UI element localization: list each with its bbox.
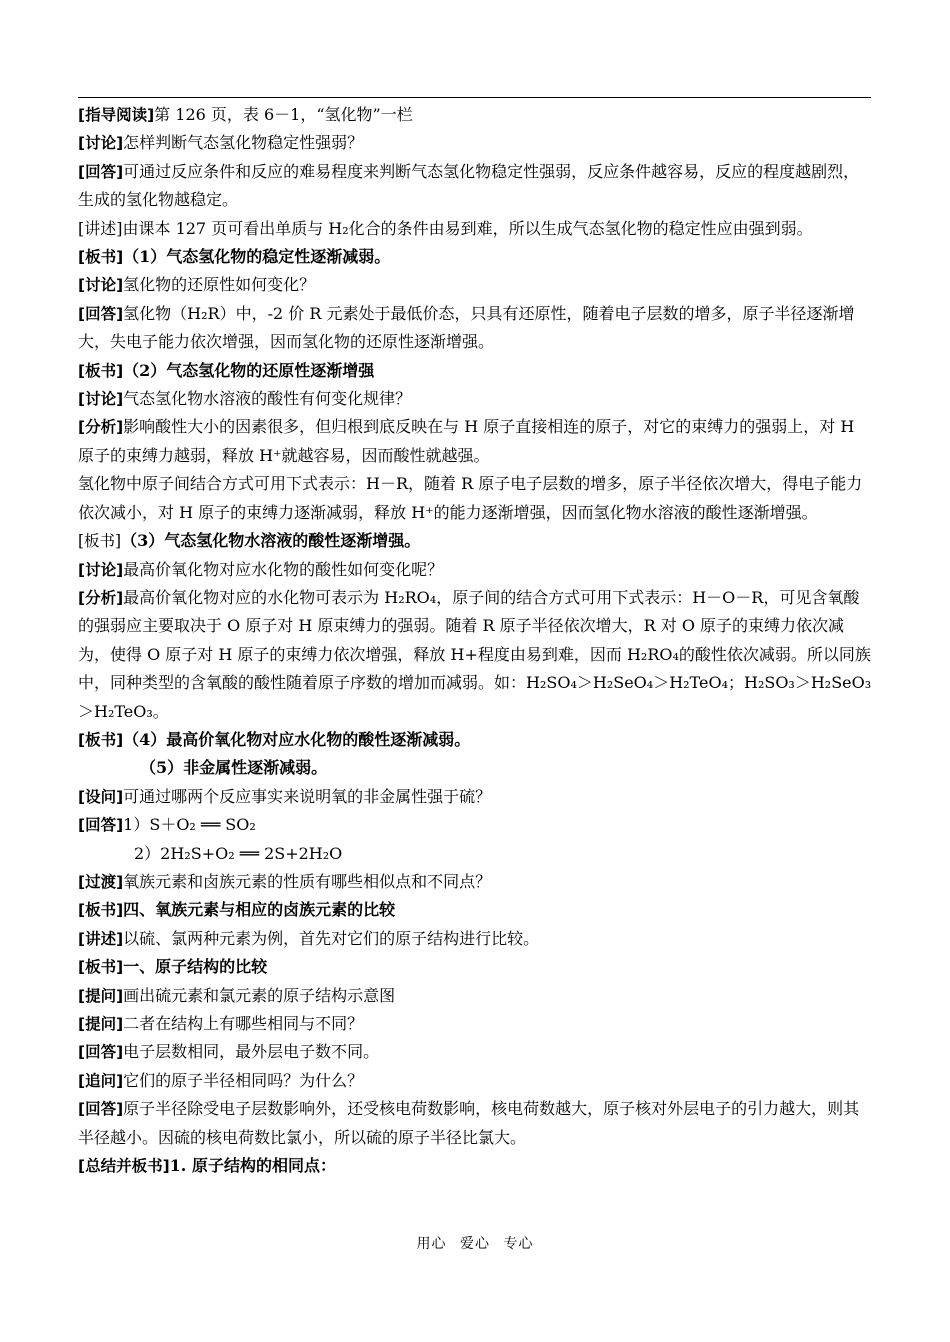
paragraph (78, 385, 873, 413)
paragraph (78, 243, 873, 271)
section-tag: [板书] (78, 248, 124, 267)
paragraph (78, 129, 873, 157)
paragraph (78, 982, 873, 1010)
footer-word: 专心 (503, 1236, 534, 1252)
paragraph-text: 1. 原子结构的相同点： (169, 1156, 336, 1176)
paragraph-text: 四、氧族元素与相应的卤族元素的比较 (123, 900, 396, 920)
paragraph-text: 最高价氧化物对应水化物的酸性如何变化呢？ (123, 559, 444, 579)
section-tag: [提问] (78, 986, 124, 1005)
section-tag: [板书] (78, 532, 122, 551)
paragraph (78, 584, 873, 726)
section-tag: [回答] (78, 1100, 124, 1119)
paragraph (78, 868, 873, 896)
document-body (78, 101, 873, 1180)
section-tag: [板书] (78, 958, 124, 977)
section-tag: [总结并板书] (78, 1157, 170, 1176)
paragraph (78, 925, 873, 953)
section-tag: [提问] (78, 1015, 124, 1033)
section-tag: [板书] (78, 730, 124, 749)
paragraph-text: 二者在结构上有哪些相同与不同？ (123, 1014, 364, 1033)
footer-word: 用心 (416, 1236, 447, 1252)
paragraph-text: 氢化物的还原性如何变化？ (123, 275, 316, 295)
section-tag: [分析] (78, 588, 124, 607)
paragraph (78, 1152, 873, 1180)
paragraph (78, 300, 873, 357)
section-tag: [讨论] (78, 560, 124, 579)
paragraph-text: 可通过反应条件和反应的难易程度来判断气态氢化物稳定性强弱，反应条件越容易，反应的程度越剧烈，生成的氢化物越稳定。 (78, 161, 860, 210)
paragraph-text: （2）气态氢化物的还原性逐渐增强 (123, 360, 375, 380)
section-tag: [讨论] (78, 134, 124, 153)
section-tag: [讲述] (78, 929, 124, 948)
section-tag: [设问] (78, 787, 124, 806)
section-tag: [讨论] (78, 276, 124, 295)
paragraph (78, 1095, 873, 1152)
paragraph-text: （3）气态氢化物水溶液的酸性逐渐增强。 (121, 531, 421, 551)
section-tag: [回答] (78, 162, 124, 181)
paragraph-text: 电子层数相同，最外层电子数不同。 (123, 1042, 380, 1062)
paragraph (78, 101, 873, 129)
page-footer (0, 1233, 950, 1253)
paragraph (78, 357, 873, 385)
paragraph-text: （5）非金属性逐渐减弱。 (140, 758, 328, 778)
paragraph (78, 1010, 873, 1038)
section-tag: [回答] (78, 304, 124, 323)
paragraph (78, 215, 873, 243)
header-rule (78, 97, 871, 98)
paragraph (78, 811, 873, 839)
section-tag: [回答] (78, 816, 124, 835)
paragraph (78, 158, 873, 215)
section-tag: [板书] (78, 901, 124, 920)
paragraph (78, 840, 873, 868)
footer-word: 爱心 (460, 1236, 490, 1252)
paragraph-text: 以硫、氯两种元素为例，首先对它们的原子结构进行比较。 (123, 928, 540, 948)
paragraph-text: 原子半径除受电子层数影响外，还受核电荷数影响，核电荷数越大，原子核对外层电子的引力越大，则其半径越小。因硫的核电荷数比氯小，所以硫的原子半径比氯大。 (78, 1099, 860, 1147)
paragraph-text: 氢化物中原子间结合方式可用下式表示：H－R，随着 R 原子电子层数的增多，原子半径依次增大，得电子能力依次减小，对 H 原子的束缚力逐渐减弱，释放 H⁺的能力逐渐增强，因而氢化物水溶液的酸性逐渐增强。 (78, 474, 863, 522)
paragraph-text: （1）气态氢化物的稳定性逐渐减弱。 (123, 247, 391, 267)
paragraph (78, 726, 873, 754)
section-tag: [回答] (78, 1043, 124, 1062)
paragraph-text: 一、原子结构的比较 (123, 957, 268, 977)
paragraph (78, 413, 873, 470)
paragraph (78, 527, 873, 555)
paragraph-text: 它们的原子半径相同吗？为什么？ (123, 1070, 364, 1090)
paragraph-text: 氧族元素和卤族元素的性质有哪些相似点和不同点？ (123, 871, 492, 891)
paragraph (78, 1067, 873, 1095)
paragraph-text: 最高价氧化物对应的水化物可表示为 H₂RO₄，原子间的结合方式可用下式表示：H－O－R，可见含氧酸的强弱应主要取决于 O 原子对 H 原束缚力的强弱。随着 R 原子半径依次增大，R 对 O 原子的束缚力依次减为，使得 O 原子对 H 原子的束缚力依次增强，释放 H+程度由易到难，因而 H₂RO₄的酸性依次减弱。所以同族中，同种类型的含氧酸的酸性随着原子序数的增加而减弱。如：H₂SO₄＞H₂SeO₄＞H₂TeO₄；H₂SO₃＞H₂SeO₃＞H₂TeO₃。 (78, 587, 872, 721)
paragraph (78, 470, 873, 527)
section-tag: [分析] (78, 418, 124, 437)
paragraph (78, 1038, 873, 1066)
paragraph (78, 271, 873, 299)
paragraph-text: 可通过哪两个反应事实来说明氧的非金属性强于硫？ (123, 786, 492, 806)
paragraph-text: [讲述]由课本 127 页可看出单质与 H₂化合的条件由易到难，所以生成气态氢化物的稳定性应由强到弱。 (78, 218, 813, 238)
section-tag: [讨论] (78, 390, 124, 409)
section-tag: [追问] (78, 1071, 124, 1090)
paragraph (78, 556, 873, 584)
paragraph-text: 2）2H₂S+O₂ ══ 2S+2H₂O (134, 843, 343, 863)
section-tag: [板书] (78, 361, 124, 380)
paragraph-text: 氢化物（H₂R）中，-2 价 R 元素处于最低价态，只具有还原性，随着电子层数的增多，原子半径逐渐增大，失电子能力依次增强，因而氢化物的还原性逐渐增强。 (78, 303, 855, 352)
paragraph-text: （4）最高价氧化物对应水化物的酸性逐渐减弱。 (123, 729, 471, 749)
paragraph (78, 783, 873, 811)
paragraph-text: 第 126 页，表 6－1，“氢化物”一栏 (154, 105, 413, 124)
paragraph-text: 画出硫元素和氯元素的原子结构示意图 (123, 985, 396, 1005)
paragraph-text: 影响酸性大小的因素很多，但归根到底反映在与 H 原子直接相连的原子，对它的束缚力的强弱上，对 H 原子的束缚力越弱，释放 H⁺就越容易，因而酸性就越强。 (78, 417, 855, 465)
paragraph-text: 怎样判断气态氢化物稳定性强弱？ (123, 133, 364, 153)
paragraph-text: 1）S＋O₂ ══ SO₂ (123, 815, 256, 835)
paragraph (78, 953, 873, 981)
section-tag: [指导阅读] (78, 106, 155, 124)
paragraph (78, 754, 873, 782)
paragraph-text: 气态氢化物水溶液的酸性有何变化规律？ (123, 389, 412, 409)
section-tag: [过渡] (78, 872, 124, 891)
paragraph (78, 896, 873, 924)
